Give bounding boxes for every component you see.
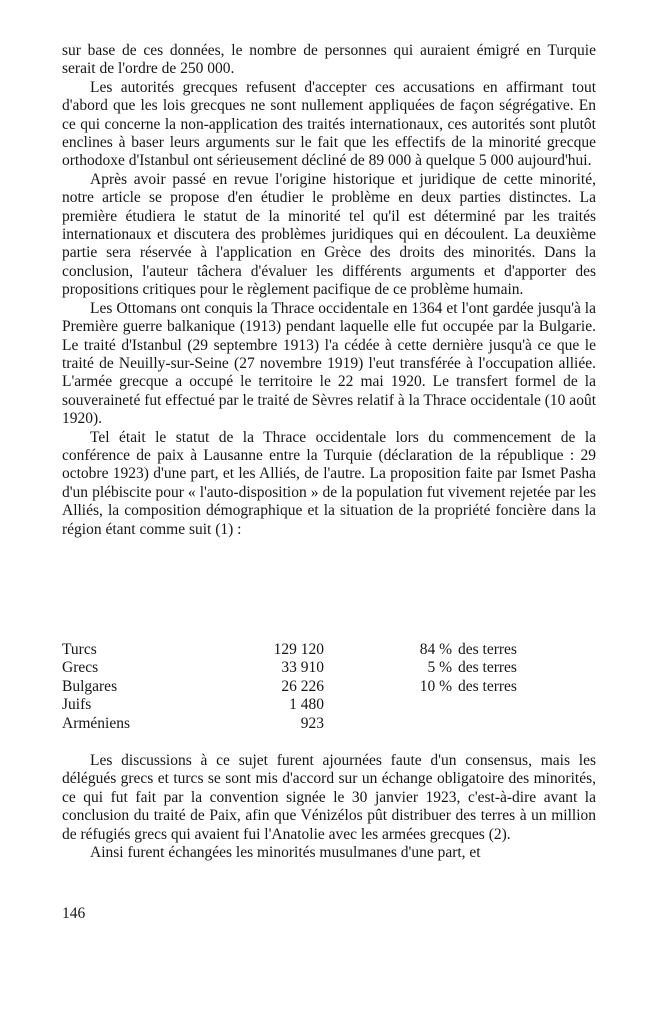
paragraph: Après avoir passé en revue l'origine historique et juridique de cette minorité, notre article se propose d'en étudier le problème en deux parties distinctes. La première étudiera le statut de la minorité tel qu'il est déterminé par les traités internationaux et discutera des problèmes juridiques qui en découlent. La deuxième partie sera réservée à l'application en Grèce des droits des minorités. Dans la conclusion, l'auteur tâchera d'évaluer les différents arguments et d'apporter des propositions critiques pour le règlement pacifique de ce problème humain. <box>62 170 596 299</box>
land-cell: des terres <box>458 641 517 658</box>
table-row <box>62 715 596 733</box>
percent-cell <box>412 715 458 733</box>
body-text-bottom <box>62 752 596 862</box>
table-row <box>62 659 596 677</box>
count-cell: 26 226 <box>281 677 324 695</box>
table-row <box>62 678 596 696</box>
group-cell: Juifs <box>62 696 92 714</box>
paragraph: Les Ottomans ont conquis la Thrace occidentale en 1364 et l'ont gardée jusqu'à la Première guerre balkanique (1913) pendant laquelle elle fut occupée par la Bulgarie. Le traité d'Istanbul (29 septembre 1913) l'a cédée à cette dernière jusqu'à ce que le traité de Neuilly-sur-Seine (27 novembre 1919) l'eut transférée à l'occupation alliée. L'armée grecque a occupé le territoire le 22 mai 1920. Le transfert formel de la souveraineté fut effectué par le traité de Sèvres relatif à la Thrace occidentale (10 août 1920). <box>62 299 596 428</box>
group-cell: Arméniens <box>62 714 131 732</box>
population-table <box>62 641 596 733</box>
group-cell: Grecs <box>62 659 99 677</box>
count-cell: 33 910 <box>281 659 324 677</box>
group-cell: Bulgares <box>62 677 118 695</box>
land-cell: des terres <box>458 659 517 677</box>
count-cell: 923 <box>300 714 324 732</box>
paragraph: sur base de ces données, le nombre de personnes qui auraient émigré en Turquie serait de l'ordre de 250 000. <box>62 42 596 78</box>
table-row <box>62 641 596 659</box>
percent-cell: 10 % <box>419 677 452 695</box>
percent-cell: 5 % <box>427 659 452 677</box>
paragraph: Ainsi furent échangées les minorités musulmanes d'une part, et <box>90 844 481 862</box>
paragraph: Les autorités grecques refusent d'accepter ces accusations en affirmant tout d'abord que les lois grecques ne sont nullement appliquées de façon ségrégative. En ce qui concerne la non-application des traités internationaux, ces autorités sont plutôt enclines à baser leurs arguments sur le fait que les effectifs de la minorité grecque orthodoxe d'Istanbul ont sérieusement décliné de 89 000 à quelque 5 000 aujourd'hui. <box>62 78 596 170</box>
count-cell: 1 480 <box>289 696 324 714</box>
count-cell: 129 120 <box>273 641 324 658</box>
percent-cell: 84 % <box>419 641 452 658</box>
group-cell: Turcs <box>62 641 97 658</box>
land-cell: des terres <box>458 677 517 695</box>
paragraph: Tel était le statut de la Thrace occidentale lors du commencement de la conférence de paix à Lausanne entre la Turquie (déclaration de la république : 29 octobre 1923) d'une part, et les Alliés, de l'autre. La proposition faite par Ismet Pasha d'un plébiscite pour « l'auto-disposition » de la population fut vivement rejetée par les Alliés, la composition démographique et la situation de la propriété foncière dans la région étant comme suit (1) : <box>62 428 596 538</box>
table-row <box>62 696 596 714</box>
page-number: 146 <box>62 905 86 922</box>
percent-cell <box>412 696 458 714</box>
paragraph: Les discussions à ce sujet furent ajournées faute d'un consensus, mais les délégués grecs et turcs se sont mis d'accord sur un échange obligatoire des minorités, ce qui fut fait par la convention signée le 30 janvier 1923, c'est-à-dire avant la conclusion du traité de Paix, afin que Vénizélos pût distribuer des terres à un million de réfugiés grecs qui avaient fui l'Anatolie avec les armées grecques (2). <box>62 752 596 843</box>
body-text-top <box>62 42 596 539</box>
land-cell <box>458 715 596 733</box>
land-cell <box>458 696 596 714</box>
